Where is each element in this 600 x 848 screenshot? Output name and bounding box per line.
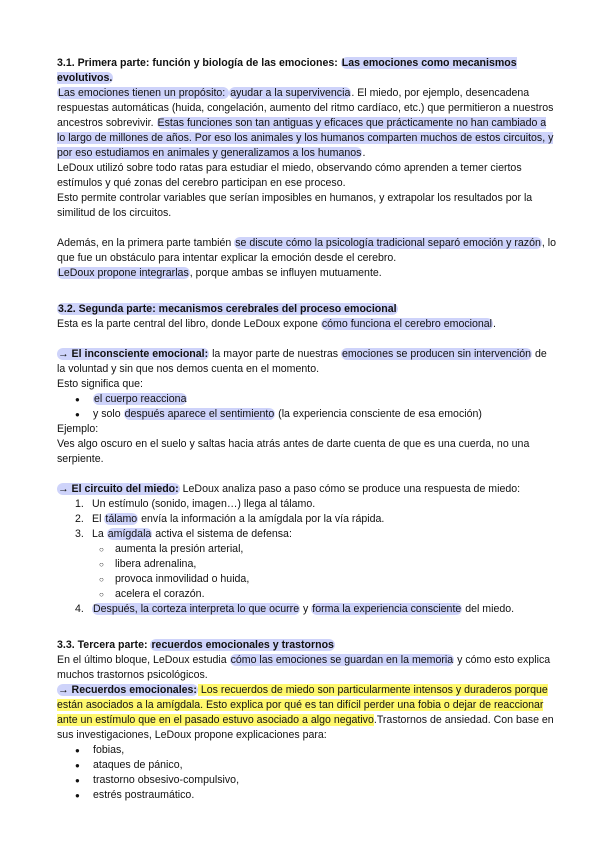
document-page xyxy=(57,56,557,803)
text: (la experiencia consciente de esa emoción) xyxy=(275,408,482,420)
fear-circuit-label xyxy=(57,483,180,495)
paragraph-variables: Esto permite controlar variables que serían imposibles en humanos, y extrapolar los resultados por la similitud de los circuitos. xyxy=(57,192,533,219)
section-3-3-heading xyxy=(57,638,557,653)
sub-list-item: ○ acelera el corazón. xyxy=(115,587,557,602)
bullet-list xyxy=(57,392,557,422)
text: , porque ambas se influyen mutuamente. xyxy=(189,267,382,279)
arrow-icon: → xyxy=(58,483,72,495)
text: . El miedo, por ejemplo, desencadena respuestas automáticas (huida, congelación, aumento del ritmo cardíaco, etc.) que permitieron a nuestros ancestros sobrevivir. xyxy=(57,87,554,129)
bullet-list xyxy=(57,743,557,803)
highlight: amígdala xyxy=(107,528,152,540)
highlight: se discute cómo la psicología tradicional separó emoción y razón xyxy=(235,237,541,249)
text: envía la información a la amígdala por la vía rápida. xyxy=(138,513,385,525)
highlight: cómo las emociones se guardan en la memoria xyxy=(230,654,454,666)
list-item xyxy=(75,512,557,527)
paragraph-reason-emotion xyxy=(57,236,557,266)
sub-list-item: ○ libera adrenalina, xyxy=(115,557,557,572)
sub-list-item: ○ provoca inmovilidad o huida, xyxy=(115,572,557,587)
section-title-text: 3.1. Primera parte: función y biología de las emociones: xyxy=(57,57,341,69)
arrow-icon: → xyxy=(58,348,72,360)
text: y cómo esto explica muchos trastornos psicológicos. xyxy=(57,654,551,681)
list-item: ● fobias, xyxy=(93,743,557,758)
list-number: 2. xyxy=(75,513,84,525)
highlight: emociones se producen sin intervención xyxy=(342,348,532,360)
text: .Trastornos de ansiedad. Con base en sus investigaciones, LeDoux propone explicaciones para: xyxy=(57,714,554,741)
paragraph-purpose xyxy=(57,86,557,161)
highlight: Después, la corteza interpreta lo que ocurre xyxy=(93,603,300,615)
text: Esta es la parte central del libro, donde LeDoux expone xyxy=(57,318,321,330)
text: Además, en la primera parte también xyxy=(57,237,235,249)
sub-list xyxy=(57,542,557,602)
paragraph-emotional-memories xyxy=(57,683,557,743)
paragraph-unconscious xyxy=(57,347,557,377)
text: y xyxy=(300,603,312,615)
paragraph-fear-circuit xyxy=(57,482,557,497)
highlight: Estas funciones son tan antiguas y eficaces que prácticamente no han cambiado a lo largo de millones de años. Por eso los animales y los humanos comparten muchos de estos circuitos, y por eso estudiamos en animales y generalizamos a los humanos xyxy=(57,117,554,159)
list-number: 1. xyxy=(75,498,84,510)
highlight: LeDoux propone integrarlas xyxy=(58,267,189,279)
paragraph-central xyxy=(57,317,557,332)
arrow-icon: → xyxy=(58,684,72,696)
text: Un estímulo (sonido, imagen…) llega al tálamo. xyxy=(92,498,316,510)
text: de la voluntad y sin que nos demos cuenta en el momento. xyxy=(57,348,547,375)
list-item xyxy=(93,392,557,407)
text: En el último bloque, LeDoux estudia xyxy=(57,654,230,666)
text: LeDoux analiza paso a paso cómo se produce una respuesta de miedo: xyxy=(179,483,521,495)
section-title-highlight: recuerdos emocionales y trastornos xyxy=(151,639,334,651)
paragraph-integrate xyxy=(57,266,557,281)
text: . xyxy=(362,147,366,159)
list-item xyxy=(75,497,557,512)
numbered-list xyxy=(57,497,557,617)
highlight: después aparece el sentimiento xyxy=(124,408,275,420)
label-text: Recuerdos emocionales: xyxy=(71,684,197,696)
text: . xyxy=(493,318,496,330)
highlight: cómo funciona el cerebro emocional xyxy=(321,318,493,330)
section-title-highlight: Las emociones como mecanismos evolutivos. xyxy=(57,57,517,84)
label-text: El inconsciente emocional: xyxy=(71,348,209,360)
text: del miedo. xyxy=(462,603,515,615)
list-item xyxy=(93,407,557,422)
list-item xyxy=(75,527,557,602)
list-item xyxy=(75,602,557,617)
text: activa el sistema de defensa: xyxy=(152,528,292,540)
section-title-highlight: 3.2. Segunda parte: mecanismos cerebrales del proceso emocional xyxy=(58,303,397,315)
section-title-text: 3.3. Tercera parte: xyxy=(57,639,151,651)
highlight: tálamo xyxy=(105,513,138,525)
text: La xyxy=(92,528,107,540)
text: la mayor parte de nuestras xyxy=(209,348,342,360)
sub-list-item: ○ aumenta la presión arterial, xyxy=(115,542,557,557)
text: y solo xyxy=(93,408,124,420)
label-text: El circuito del miedo: xyxy=(71,483,179,495)
section-3-1-heading xyxy=(57,56,557,86)
text: , lo que fue un obstáculo para intentar explicar la emoción desde el cerebro. xyxy=(57,237,557,264)
paragraph-meaning: Esto significa que: xyxy=(57,378,143,390)
highlight: Las emociones tienen un propósito: xyxy=(58,87,229,99)
list-number: 4. xyxy=(75,603,84,615)
paragraph-last-block xyxy=(57,653,557,683)
memories-label xyxy=(57,684,198,696)
yellow-highlight: Los recuerdos de miedo son particularmente intensos y duraderos porque están asociados a la amígdala. Esto explica por qué es tan difícil perder una fobia o dejar de reaccionar ante un estímulo que en el pasado estuvo asociado a algo negativo xyxy=(57,684,548,726)
list-item: ● ataques de pánico, xyxy=(93,758,557,773)
example-label: Ejemplo: xyxy=(57,423,99,435)
list-number: 3. xyxy=(75,528,84,540)
paragraph-ledoux-rats: LeDoux utilizó sobre todo ratas para estudiar el miedo, observando cómo aprenden a temer ciertos estímulos y qué zonas del cerebro participan en ese proceso. xyxy=(57,162,522,189)
section-3-2-heading xyxy=(57,302,557,317)
highlight: ayudar a la supervivencia xyxy=(230,87,351,99)
example-text: Ves algo oscuro en el suelo y saltas hacia atrás antes de darte cuenta de que es una cuerda, no una serpiente. xyxy=(57,438,530,465)
highlight: forma la experiencia consciente xyxy=(312,603,462,615)
list-item: ● trastorno obsesivo-compulsivo, xyxy=(93,773,557,788)
highlight: el cuerpo reacciona xyxy=(94,393,187,405)
unconscious-label xyxy=(57,348,209,360)
text: El xyxy=(92,513,105,525)
list-item: ● estrés postraumático. xyxy=(93,788,557,803)
